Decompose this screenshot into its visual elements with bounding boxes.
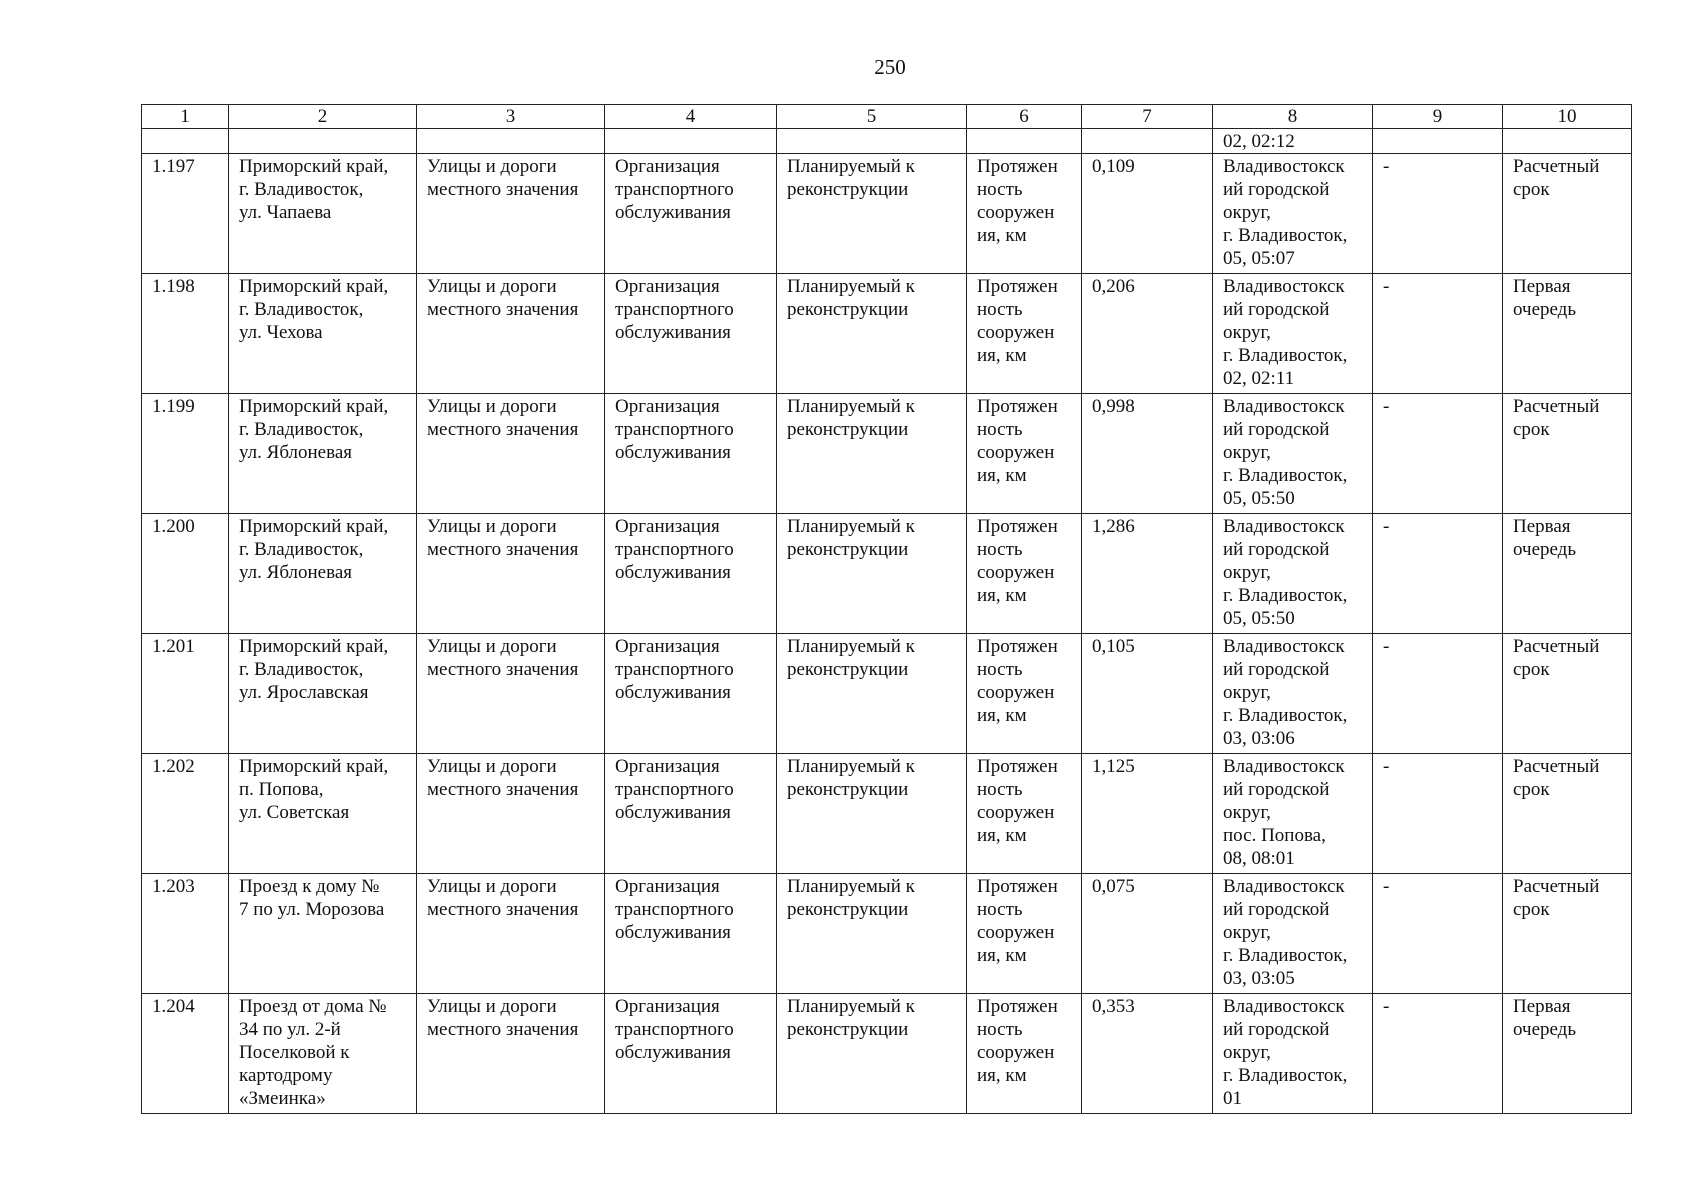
table-row <box>142 394 1632 514</box>
table-cell: 0,109 <box>1082 154 1213 274</box>
table-cell: Владивостокск ий городской округ, г. Владивосток, 03, 03:05 <box>1213 874 1373 994</box>
table-cell: Расчетный срок <box>1503 874 1632 994</box>
table-cell: Протяжен ность сооружен ия, км <box>967 514 1082 634</box>
table-row <box>142 874 1632 994</box>
table-cell: Первая очередь <box>1503 514 1632 634</box>
table-cell: - <box>1373 874 1503 994</box>
table-cell: 0,353 <box>1082 994 1213 1114</box>
table-cell: Расчетный срок <box>1503 634 1632 754</box>
column-number-9: 9 <box>1373 105 1503 129</box>
table-cell: 0,075 <box>1082 874 1213 994</box>
table-cell: 1,286 <box>1082 514 1213 634</box>
table-cell: Планируемый к реконструкции <box>777 634 967 754</box>
table-row <box>142 274 1632 394</box>
table-cell: Организация транспортного обслуживания <box>605 874 777 994</box>
table-cell: - <box>1373 514 1503 634</box>
column-number-7: 7 <box>1082 105 1213 129</box>
table-row <box>142 994 1632 1114</box>
table-cell: Планируемый к реконструкции <box>777 874 967 994</box>
column-number-5: 5 <box>777 105 967 129</box>
table-cell: Планируемый к реконструкции <box>777 994 967 1114</box>
table-cell: Улицы и дороги местного значения <box>417 874 605 994</box>
table-header-row <box>142 105 1632 129</box>
table-cell: Улицы и дороги местного значения <box>417 994 605 1114</box>
table-cell: - <box>1373 994 1503 1114</box>
table-cell: Планируемый к реконструкции <box>777 514 967 634</box>
column-number-6: 6 <box>967 105 1082 129</box>
table-cell: Организация транспортного обслуживания <box>605 754 777 874</box>
table-cell: Протяжен ность сооружен ия, км <box>967 634 1082 754</box>
table-cell: Протяжен ность сооружен ия, км <box>967 874 1082 994</box>
table-cell: Приморский край, г. Владивосток, ул. Чехова <box>229 274 417 394</box>
continuation-cell <box>1373 129 1503 154</box>
continuation-cell <box>1503 129 1632 154</box>
table-cell: Организация транспортного обслуживания <box>605 634 777 754</box>
table-cell: 1.202 <box>142 754 229 874</box>
table-cell: Протяжен ность сооружен ия, км <box>967 994 1082 1114</box>
table-cell: Улицы и дороги местного значения <box>417 514 605 634</box>
table-cell: - <box>1373 394 1503 514</box>
table-cell: Улицы и дороги местного значения <box>417 634 605 754</box>
table-cell: Протяжен ность сооружен ия, км <box>967 394 1082 514</box>
table-cell: Расчетный срок <box>1503 394 1632 514</box>
table-row <box>142 514 1632 634</box>
table-cell: Первая очередь <box>1503 994 1632 1114</box>
column-number-3: 3 <box>417 105 605 129</box>
table-cell: Расчетный срок <box>1503 154 1632 274</box>
planning-table <box>141 104 1632 1114</box>
table-cell: Владивостокск ий городской округ, г. Владивосток, 05, 05:07 <box>1213 154 1373 274</box>
table-cell: Организация транспортного обслуживания <box>605 394 777 514</box>
table-cell: 1.201 <box>142 634 229 754</box>
table-cell: - <box>1373 754 1503 874</box>
table-cell: 0,206 <box>1082 274 1213 394</box>
table-cell: Улицы и дороги местного значения <box>417 754 605 874</box>
table-cell: Организация транспортного обслуживания <box>605 274 777 394</box>
table-continuation-row <box>142 129 1632 154</box>
table-cell: Владивостокск ий городской округ, г. Владивосток, 05, 05:50 <box>1213 394 1373 514</box>
table-cell: Протяжен ность сооружен ия, км <box>967 274 1082 394</box>
continuation-cell <box>777 129 967 154</box>
table-cell: Организация транспортного обслуживания <box>605 514 777 634</box>
continuation-cell <box>229 129 417 154</box>
continuation-cell <box>967 129 1082 154</box>
table-cell: Организация транспортного обслуживания <box>605 994 777 1114</box>
column-number-2: 2 <box>229 105 417 129</box>
table-cell: Приморский край, г. Владивосток, ул. Ярославская <box>229 634 417 754</box>
table-cell: Планируемый к реконструкции <box>777 154 967 274</box>
table-cell: Проезд к дому № 7 по ул. Морозова <box>229 874 417 994</box>
table-row <box>142 754 1632 874</box>
table-cell: Владивостокск ий городской округ, г. Владивосток, 02, 02:11 <box>1213 274 1373 394</box>
table-row <box>142 154 1632 274</box>
table-cell: Улицы и дороги местного значения <box>417 274 605 394</box>
table-cell: - <box>1373 274 1503 394</box>
table-cell: Организация транспортного обслуживания <box>605 154 777 274</box>
table-cell: Приморский край, г. Владивосток, ул. Яблоневая <box>229 394 417 514</box>
table-cell: 0,998 <box>1082 394 1213 514</box>
table-cell: Владивостокск ий городской округ, г. Владивосток, 01 <box>1213 994 1373 1114</box>
table-cell: Приморский край, г. Владивосток, ул. Чапаева <box>229 154 417 274</box>
table-cell: Владивостокск ий городской округ, г. Владивосток, 03, 03:06 <box>1213 634 1373 754</box>
continuation-cell <box>142 129 229 154</box>
table-cell: 1.198 <box>142 274 229 394</box>
column-number-1: 1 <box>142 105 229 129</box>
table-cell: 1.197 <box>142 154 229 274</box>
table-cell: Протяжен ность сооружен ия, км <box>967 754 1082 874</box>
column-number-10: 10 <box>1503 105 1632 129</box>
table-cell: Приморский край, г. Владивосток, ул. Яблоневая <box>229 514 417 634</box>
table-cell: Владивостокск ий городской округ, пос. Попова, 08, 08:01 <box>1213 754 1373 874</box>
table-cell: 1.204 <box>142 994 229 1114</box>
table-cell: - <box>1373 634 1503 754</box>
table-cell: 1.200 <box>142 514 229 634</box>
table-cell: Владивостокск ий городской округ, г. Владивосток, 05, 05:50 <box>1213 514 1373 634</box>
table-cell: Протяжен ность сооружен ия, км <box>967 154 1082 274</box>
page-number: 250 <box>874 55 906 79</box>
continuation-cell <box>417 129 605 154</box>
table-cell: Планируемый к реконструкции <box>777 394 967 514</box>
table-cell: Расчетный срок <box>1503 754 1632 874</box>
table-cell: Планируемый к реконструкции <box>777 754 967 874</box>
table-row <box>142 634 1632 754</box>
column-number-8: 8 <box>1213 105 1373 129</box>
continuation-cell <box>605 129 777 154</box>
continuation-cell <box>1082 129 1213 154</box>
table-cell: Планируемый к реконструкции <box>777 274 967 394</box>
table-cell: Улицы и дороги местного значения <box>417 394 605 514</box>
table-cell: 1.199 <box>142 394 229 514</box>
column-number-4: 4 <box>605 105 777 129</box>
table-cell: Улицы и дороги местного значения <box>417 154 605 274</box>
table-cell: 1,125 <box>1082 754 1213 874</box>
table-cell: - <box>1373 154 1503 274</box>
table-cell: 1.203 <box>142 874 229 994</box>
table-cell: Приморский край, п. Попова, ул. Советская <box>229 754 417 874</box>
table-cell: Проезд от дома № 34 по ул. 2-й Поселковой к картодрому «Змеинка» <box>229 994 417 1114</box>
table-cell: 0,105 <box>1082 634 1213 754</box>
table-cell: Первая очередь <box>1503 274 1632 394</box>
continuation-cell: 02, 02:12 <box>1213 129 1373 154</box>
